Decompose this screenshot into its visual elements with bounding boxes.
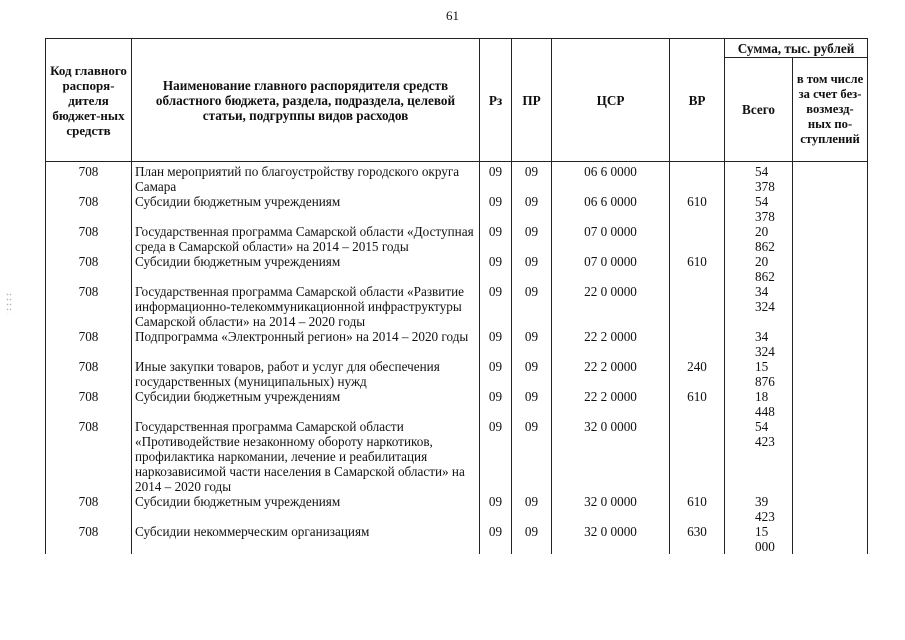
table-row [46, 359, 868, 389]
cell-total: 20 862 [725, 254, 793, 284]
cell-gratuitous [793, 389, 868, 419]
cell-total: 15 876 [725, 359, 793, 389]
cell-total: 18 448 [725, 389, 793, 419]
cell-pr: 09 [512, 389, 552, 419]
cell-code: 708 [46, 224, 132, 254]
cell-pr: 09 [512, 224, 552, 254]
cell-total: 20 862 [725, 224, 793, 254]
cell-pr: 09 [512, 494, 552, 524]
cell-vr: 240 [670, 359, 725, 389]
cell-vr: 610 [670, 494, 725, 524]
cell-rz: 09 [480, 359, 512, 389]
cell-pr: 09 [512, 254, 552, 284]
cell-csr: 07 0 0000 [552, 254, 670, 284]
cell-gratuitous [793, 224, 868, 254]
cell-pr: 09 [512, 359, 552, 389]
cell-name: Субсидии бюджетным учреждениям [132, 494, 480, 524]
cell-gratuitous [793, 494, 868, 524]
header-vr: ВР [670, 39, 725, 162]
cell-name: Субсидии бюджетным учреждениям [132, 194, 480, 224]
cell-gratuitous [793, 524, 868, 554]
cell-total: 54 378 [725, 194, 793, 224]
header-rz: Рз [480, 39, 512, 162]
header-name: Наименование главного распорядителя средств областного бюджета, раздела, подраздела, целевой статьи, подгруппы видов расходов [132, 39, 480, 162]
cell-code: 708 [46, 329, 132, 359]
cell-vr [670, 224, 725, 254]
cell-csr: 06 6 0000 [552, 162, 670, 195]
cell-vr: 610 [670, 194, 725, 224]
table-row [46, 419, 868, 494]
cell-csr: 32 0 0000 [552, 419, 670, 494]
table-header [46, 39, 868, 162]
cell-pr: 09 [512, 162, 552, 195]
cell-total: 39 423 [725, 494, 793, 524]
cell-rz: 09 [480, 224, 512, 254]
table-row [46, 224, 868, 254]
table-row [46, 254, 868, 284]
cell-rz: 09 [480, 329, 512, 359]
cell-pr: 09 [512, 284, 552, 329]
cell-total: 54 378 [725, 162, 793, 195]
cell-csr: 22 2 0000 [552, 329, 670, 359]
cell-gratuitous [793, 194, 868, 224]
cell-code: 708 [46, 194, 132, 224]
cell-name: Государственная программа Самарской области «Доступная среда в Самарской области» на 2014 – 2015 годы [132, 224, 480, 254]
cell-gratuitous [793, 284, 868, 329]
cell-name: Государственная программа Самарской области «Противодействие незаконному обороту наркотиков, профилактика наркомании, лечение и реабилитация наркозависимой части населения в Самарской области» на 2014 – 2020 годы [132, 419, 480, 494]
cell-csr: 06 6 0000 [552, 194, 670, 224]
cell-csr: 22 2 0000 [552, 389, 670, 419]
cell-vr [670, 162, 725, 195]
table-row [46, 329, 868, 359]
cell-vr: 610 [670, 254, 725, 284]
cell-vr [670, 329, 725, 359]
cell-name: Подпрограмма «Электронный регион» на 2014 – 2020 годы [132, 329, 480, 359]
cell-total: 54 423 [725, 419, 793, 494]
cell-rz: 09 [480, 284, 512, 329]
cell-pr: 09 [512, 329, 552, 359]
cell-pr: 09 [512, 524, 552, 554]
scan-artifact [6, 292, 12, 314]
cell-pr: 09 [512, 194, 552, 224]
table-row [46, 194, 868, 224]
cell-code: 708 [46, 359, 132, 389]
cell-rz: 09 [480, 194, 512, 224]
cell-gratuitous [793, 162, 868, 195]
cell-gratuitous [793, 419, 868, 494]
header-code: Код главного распоря-дителя бюджет-ных средств [46, 39, 132, 162]
cell-name: Субсидии бюджетным учреждениям [132, 389, 480, 419]
cell-code: 708 [46, 524, 132, 554]
cell-gratuitous [793, 254, 868, 284]
cell-code: 708 [46, 389, 132, 419]
cell-name: Субсидии некоммерческим организациям [132, 524, 480, 554]
cell-name: Субсидии бюджетным учреждениям [132, 254, 480, 284]
cell-rz: 09 [480, 494, 512, 524]
cell-vr: 630 [670, 524, 725, 554]
cell-rz: 09 [480, 524, 512, 554]
cell-rz: 09 [480, 389, 512, 419]
page-number: 61 [446, 8, 459, 23]
cell-name: Иные закупки товаров, работ и услуг для обеспечения государственных (муниципальных) нужд [132, 359, 480, 389]
cell-total: 15 000 [725, 524, 793, 554]
cell-pr: 09 [512, 419, 552, 494]
header-gratuitous: в том числе за счет без-возмезд-ных по-ступлений [793, 58, 868, 162]
table-row [46, 389, 868, 419]
cell-total: 34 324 [725, 329, 793, 359]
cell-code: 708 [46, 419, 132, 494]
cell-gratuitous [793, 329, 868, 359]
cell-total: 34 324 [725, 284, 793, 329]
cell-csr: 22 0 0000 [552, 284, 670, 329]
header-sum-group: Сумма, тыс. рублей [725, 39, 868, 58]
cell-code: 708 [46, 494, 132, 524]
table-row [46, 284, 868, 329]
cell-vr [670, 419, 725, 494]
cell-gratuitous [793, 359, 868, 389]
budget-table [45, 38, 868, 554]
header-pr: ПР [512, 39, 552, 162]
table-row [46, 494, 868, 524]
cell-code: 708 [46, 254, 132, 284]
cell-vr [670, 284, 725, 329]
cell-rz: 09 [480, 419, 512, 494]
cell-code: 708 [46, 162, 132, 195]
cell-vr: 610 [670, 389, 725, 419]
cell-name: Государственная программа Самарской области «Развитие информационно-телекоммуникационной инфраструктуры Самарской области» на 2014 – 2020 годы [132, 284, 480, 329]
cell-code: 708 [46, 284, 132, 329]
table-row [46, 162, 868, 195]
cell-csr: 32 0 0000 [552, 494, 670, 524]
cell-csr: 32 0 0000 [552, 524, 670, 554]
header-csr: ЦСР [552, 39, 670, 162]
table-body [46, 162, 868, 555]
cell-csr: 07 0 0000 [552, 224, 670, 254]
cell-rz: 09 [480, 162, 512, 195]
cell-csr: 22 2 0000 [552, 359, 670, 389]
cell-rz: 09 [480, 254, 512, 284]
table-row [46, 524, 868, 554]
cell-name: План мероприятий по благоустройству городского округа Самара [132, 162, 480, 195]
header-total: Всего [725, 58, 793, 162]
